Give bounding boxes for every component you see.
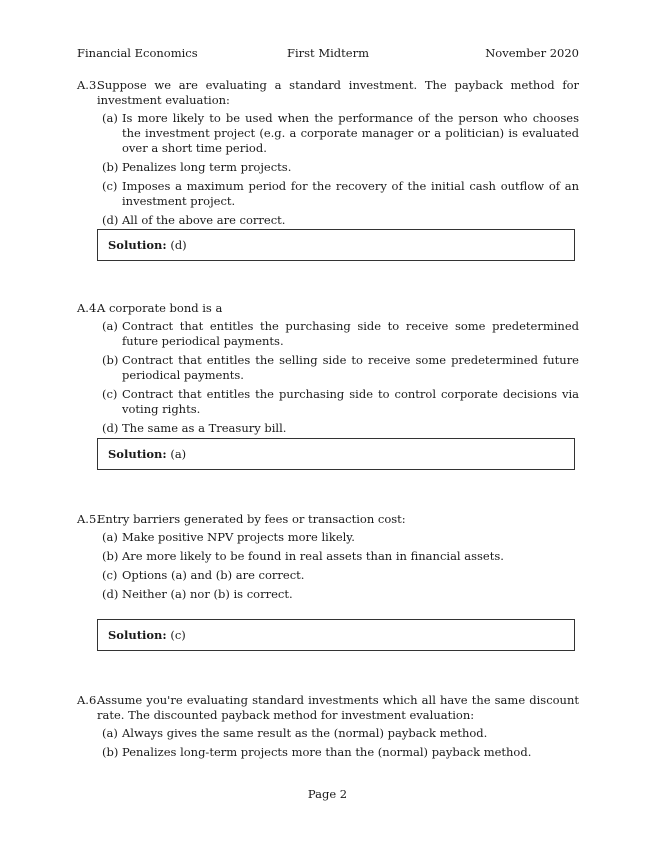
option-text: Always gives the same result as the (normal) payback method. — [122, 726, 488, 740]
solution-box-a3 — [97, 229, 575, 261]
option-label: (b) — [102, 745, 119, 759]
solution-label: Solution: — [108, 447, 167, 461]
option-label: (a) — [102, 319, 118, 333]
option-item — [77, 160, 579, 175]
option-label: (c) — [102, 387, 118, 401]
solution-value: (a) — [170, 447, 187, 461]
question-text: Assume you're evaluating standard investments which all have the same discount rate. The discounted payback method for investment evaluation: — [97, 693, 579, 722]
option-item — [77, 179, 579, 209]
header-exam: First Midterm — [287, 46, 369, 60]
page-header — [77, 44, 579, 62]
option-text: Contract that entitles the selling side to receive some predetermined future periodical payments. — [122, 353, 579, 382]
header-date: November 2020 — [485, 46, 579, 60]
option-item — [77, 213, 579, 228]
solution-label: Solution: — [108, 238, 167, 252]
option-label: (d) — [102, 213, 119, 227]
option-text: Penalizes long term projects. — [122, 160, 292, 174]
solution-box-a5 — [97, 619, 575, 651]
header-course: Financial Economics — [77, 46, 198, 60]
question-number: A.4. — [77, 301, 100, 315]
solution-value: (c) — [170, 628, 186, 642]
option-item — [77, 319, 579, 349]
solution-label: Solution: — [108, 628, 167, 642]
question-stem — [77, 693, 579, 723]
option-label: (a) — [102, 111, 118, 125]
option-list — [77, 530, 579, 602]
question-a5 — [77, 512, 579, 606]
option-label: (d) — [102, 587, 119, 601]
question-stem — [77, 512, 579, 527]
option-item — [77, 353, 579, 383]
option-label: (c) — [102, 179, 118, 193]
question-stem — [77, 301, 579, 316]
question-stem — [77, 78, 579, 108]
question-text: Entry barriers generated by fees or transaction cost: — [97, 512, 406, 526]
option-text: Imposes a maximum period for the recovery of the initial cash outflow of an investment project. — [122, 179, 579, 208]
option-item — [77, 745, 579, 760]
option-label: (d) — [102, 421, 119, 435]
option-label: (b) — [102, 353, 119, 367]
option-label: (b) — [102, 160, 119, 174]
option-label: (a) — [102, 530, 118, 544]
question-a3 — [77, 78, 579, 232]
question-a6 — [77, 693, 579, 764]
solution-box-a4 — [97, 438, 575, 470]
option-list — [77, 319, 579, 436]
option-text: Options (a) and (b) are correct. — [122, 568, 305, 582]
option-label: (b) — [102, 549, 119, 563]
option-item — [77, 387, 579, 417]
option-text: Neither (a) nor (b) is correct. — [122, 587, 293, 601]
option-item — [77, 568, 579, 583]
question-a4 — [77, 301, 579, 440]
option-text: Is more likely to be used when the performance of the person who chooses the investment project (e.g. a corporate manager or a politician) is evaluated over a short time period. — [122, 111, 579, 155]
option-text: The same as a Treasury bill. — [122, 421, 287, 435]
question-number: A.5. — [77, 512, 100, 526]
question-text: A corporate bond is a — [97, 301, 223, 315]
option-list — [77, 726, 579, 760]
page-number: Page 2 — [307, 787, 348, 801]
option-text: All of the above are correct. — [122, 213, 286, 227]
option-text: Contract that entitles the purchasing side to receive some predetermined future periodical payments. — [122, 319, 579, 348]
option-label: (a) — [102, 726, 118, 740]
option-item — [77, 726, 579, 741]
solution-value: (d) — [170, 238, 187, 252]
question-number: A.3. — [77, 78, 100, 92]
option-item — [77, 549, 579, 564]
option-text: Make positive NPV projects more likely. — [122, 530, 355, 544]
option-item — [77, 421, 579, 436]
option-item — [77, 530, 579, 545]
option-item — [77, 111, 579, 156]
option-list — [77, 111, 579, 228]
question-text: Suppose we are evaluating a standard investment. The payback method for investment evaluation: — [97, 78, 579, 107]
question-number: A.6. — [77, 693, 100, 707]
option-item — [77, 587, 579, 602]
option-text: Are more likely to be found in real assets than in financial assets. — [122, 549, 504, 563]
option-text: Penalizes long-term projects more than the (normal) payback method. — [122, 745, 532, 759]
option-label: (c) — [102, 568, 118, 582]
option-text: Contract that entitles the purchasing side to control corporate decisions via voting rights. — [122, 387, 579, 416]
